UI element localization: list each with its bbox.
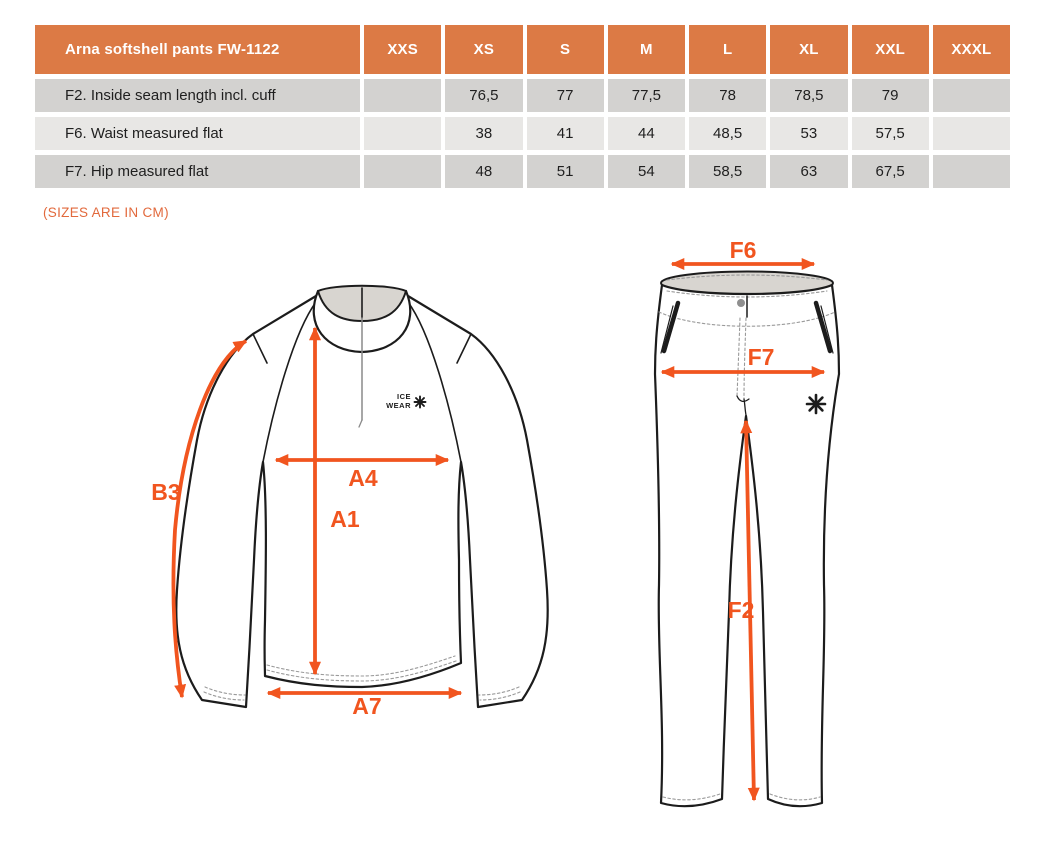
value-cell: 67,5 <box>852 155 929 188</box>
size-header-m: M <box>608 25 685 74</box>
row-label: F7. Hip measured flat <box>35 155 360 188</box>
logo-text-wear: WEAR <box>386 401 411 410</box>
value-cell: 77 <box>527 79 604 112</box>
value-cell: 76,5 <box>445 79 522 112</box>
row-label: F6. Waist measured flat <box>35 117 360 150</box>
value-cell: 79 <box>852 79 929 112</box>
value-cell: 58,5 <box>689 155 766 188</box>
size-header-xxl: XXL <box>852 25 929 74</box>
value-cell: 53 <box>770 117 847 150</box>
f6-label: F6 <box>729 237 757 263</box>
size-header-s: S <box>527 25 604 74</box>
f7-label: F7 <box>747 344 775 370</box>
a1-label: A1 <box>330 506 360 532</box>
snowflake-icon <box>415 397 426 408</box>
value-cell: 54 <box>608 155 685 188</box>
value-cell: 44 <box>608 117 685 150</box>
value-cell: 78,5 <box>770 79 847 112</box>
value-cell: 78 <box>689 79 766 112</box>
a4-label: A4 <box>348 465 378 491</box>
pants-button <box>737 299 745 307</box>
b3-label: B3 <box>151 479 181 505</box>
size-header-xl: XL <box>770 25 847 74</box>
logo-text-ice: ICE <box>396 392 411 401</box>
value-cell: 63 <box>770 155 847 188</box>
value-cell: 77,5 <box>608 79 685 112</box>
size-header-xxxl: XXXL <box>933 25 1010 74</box>
value-cell: 41 <box>527 117 604 150</box>
f2-label: F2 <box>727 597 755 623</box>
value-cell: 57,5 <box>852 117 929 150</box>
product-title-cell: Arna softshell pants FW-1122 <box>35 25 360 74</box>
size-header-l: L <box>689 25 766 74</box>
size-header-xxs: XXS <box>364 25 441 74</box>
value-cell: 48,5 <box>689 117 766 150</box>
shirt-diagram <box>176 286 547 707</box>
size-header-xs: XS <box>445 25 522 74</box>
snowflake-icon <box>807 395 825 413</box>
value-cell: 51 <box>527 155 604 188</box>
row-label: F2. Inside seam length incl. cuff <box>35 79 360 112</box>
value-cell: 48 <box>445 155 522 188</box>
value-cell: 38 <box>445 117 522 150</box>
sizes-unit-note: (SIZES ARE IN CM) <box>43 205 169 220</box>
a7-label: A7 <box>352 693 382 719</box>
